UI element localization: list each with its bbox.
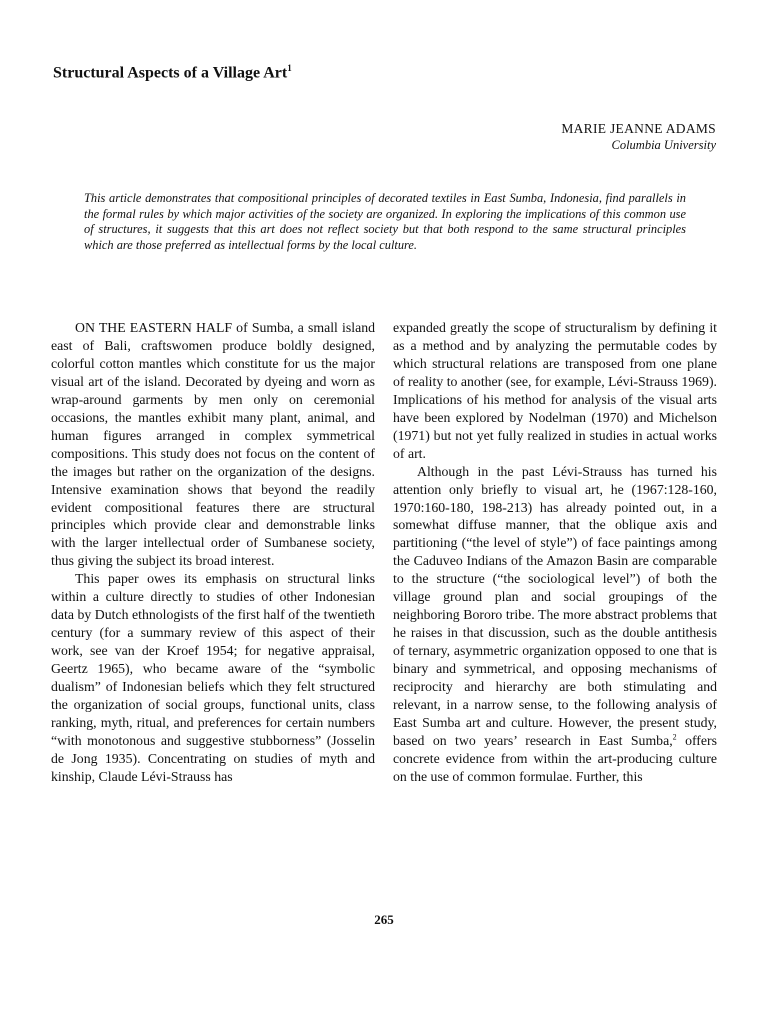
footnote-marker-2: 2 bbox=[672, 732, 677, 742]
left-column bbox=[51, 319, 375, 786]
page-number: 265 bbox=[374, 912, 394, 927]
abstract: This article demonstrates that compositional principles of decorated textiles in East Sumba, Indonesia, find parallels in the formal rules by which major activities of the society are organized. In exploring the implications of this common use of structures, it suggests that this art does not reflect society but that both respond to the same structural principles which are those preferred as intellectual forms by the local culture. bbox=[84, 191, 686, 252]
body-paragraph-4 bbox=[393, 463, 717, 786]
article-title bbox=[53, 63, 292, 82]
author-name: MARIE JEANNE ADAMS bbox=[561, 121, 716, 136]
body-paragraph-1: ON THE EASTERN HALF of Sumba, a small island east of Bali, craftswomen produce boldly designed, colorful cotton mantles which constitute for us the major visual art of the island. Decorated by dyeing and worn as wrap-around garments by men only on ceremonial occasions, the mantles exhibit many plant, animal, and human figures arranged in complex symmetrical compositions. This study does not focus on the content of the images but rather on the organization of the designs. Intensive examination shows that beyond the readily evident compositional features there are structural principles which provide clear and demonstrable links with the larger intellectual order of Sumbanese society, thus giving the subject its broad interest. bbox=[51, 320, 375, 569]
paragraph-4-text-end: offers concrete evidence from within the art-producing culture on the use of common formulae. Further, this bbox=[393, 732, 717, 784]
title-text: Structural Aspects of a Village Art bbox=[53, 64, 288, 82]
author-block bbox=[561, 120, 716, 154]
title-footnote-marker: 1 bbox=[287, 63, 292, 73]
author-affiliation: Columbia University bbox=[611, 138, 716, 152]
body-paragraph-3: expanded greatly the scope of structuralism by defining it as a method and by analyzing the permutable codes by which structural relations are transposed from one plane of reality to another (see, for example, Lévi-Strauss 1969). Implications of his method for analysis of the visual arts have been explored by Nodelman (1970) and Michelson (1971) but not yet fully realized in studies in actual works of art. bbox=[393, 320, 717, 461]
paragraph-4-text: Although in the past Lévi-Strauss has turned his attention only briefly to visual art, he (1967:128-160, 1970:160-180, 198-213) has already pointed out, in a somewhat diffuse manner, that the oblique axis and partitioning (“the level of style”) of face paintings among the Caduveo Indians of the Amazon Basin are comparable to the structure (“the sociological level”) of both the village ground plan and social groupings of the neighboring Bororo tribe. The more abstract problems that he raises in that discussion, such as the double antithesis of ternary, asymmetric organization opposed to one that is binary and symmetrical, and opposing mechanisms of reciprocity and hierarchy are both stimulating and relevant, in a narrow sense, to the following analysis of East Sumba art and culture. However, the present study, based on two years’ research in East Sumba, bbox=[393, 463, 717, 748]
right-column bbox=[393, 319, 717, 786]
body-paragraph-2: This paper owes its emphasis on structural links within a culture directly to studies of other Indonesian data by Dutch ethnologists of the first half of the twentieth century (for a summary review of this aspect of their work, see van der Kroef 1954; for negative appraisal, Geertz 1965), who became aware of the “symbolic dualism” of Indonesian beliefs which they felt structured the organization of social groups, functional units, class ranking, myth, ritual, and preferences for certain numbers “with monotonous and suggestive stubborness” (Josselin de Jong 1935). Concentrating on studies of myth and kinship, Claude Lévi-Strauss has bbox=[51, 571, 375, 784]
